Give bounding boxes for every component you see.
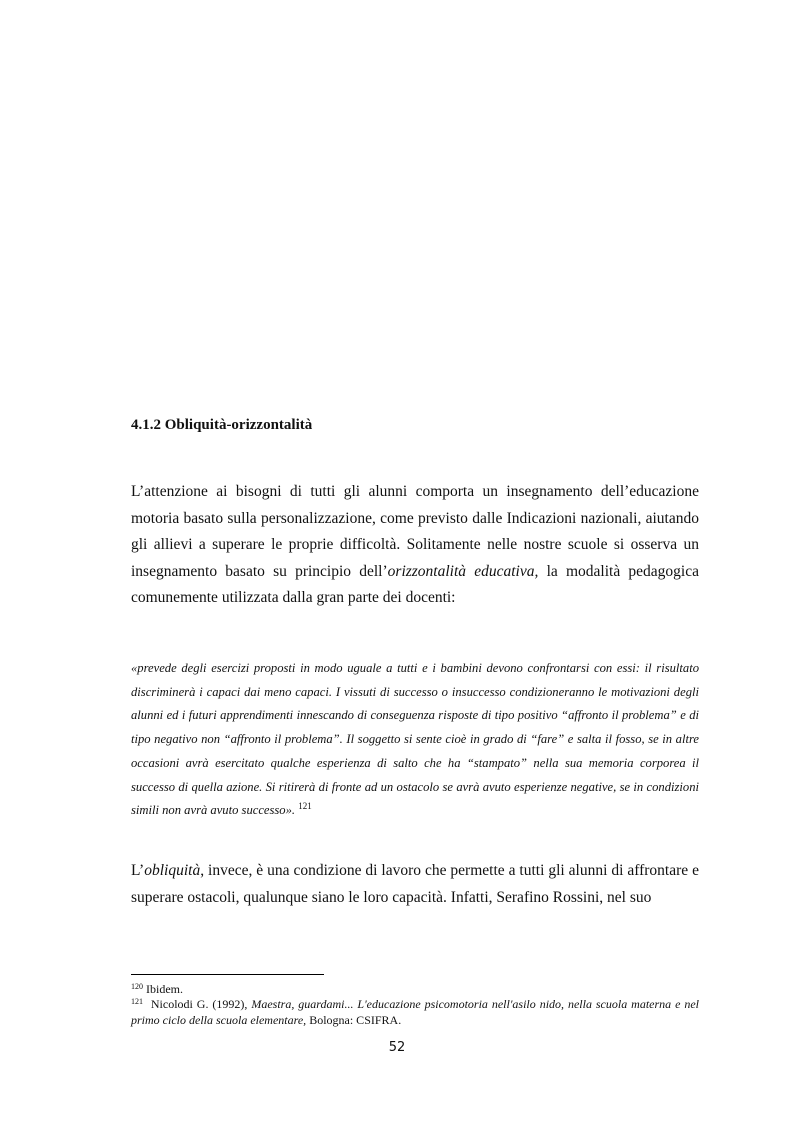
footnote-text: Bologna: CSIFRA. (306, 1012, 402, 1027)
body-paragraph-horizontality (131, 479, 699, 612)
body-paragraph-obliquity (131, 858, 699, 911)
quote-text: «prevede degli esercizi proposti in modo uguale a tutti e i bambini devono confrontarsi con essi: il risultato discriminerà i capaci dai meno capaci. I vissuti di successo o insuccesso condizioneranno le motivazioni degli alunni ed i futuri apprendimenti innescando di conseguenza risposte di tipo positivo “affronto il problema” e di tipo negativo non “affronto il problema”. Il soggetto si sente cioè in grado di “fare” e salta il fosso, se in altre occasioni avrà esercitato qualche esperienza di salto che ha “stampato” nella sua memoria corporea il successo di quella azione. Si ritirerà di fronte ad un ostacolo se avrà avuto esperienze negative, se in condizioni simili non avrà avuto successo». (131, 661, 699, 818)
page-number: 52 (388, 1040, 406, 1055)
footnote-text: Nicolodi G. (1992), (150, 997, 252, 1011)
footnote-book-title: Maestra, guardami... L'educazione psicomotoria nell'asilo nido, nella scuola materna e nel primo ciclo della scuola elementare, (131, 997, 700, 1027)
footnote-separator (131, 974, 324, 975)
block-quote (131, 657, 699, 823)
paragraph-text: , invece, è una condizione di lavoro che permette a tutti gli alunni di affrontare e superare ostacoli, qualunque siano le loro capacità. Infatti, Serafino Rossini, nel suo (131, 862, 699, 906)
paragraph-text: L’ (131, 862, 145, 879)
paragraph-text: L’attenzione ai bisogni di tutti gli alunni comporta un insegnamento dell’educazione motoria basato sulla personalizzazione, come previsto dalle Indicazioni nazionali, aiutando gli allievi a superare le proprie difficoltà. Solitamente nelle nostre scuole si osserva un insegnamento basato su principio dell’ (131, 483, 699, 580)
section-heading: 4.1.2 Obliquità-orizzontalità (131, 417, 313, 433)
footnote-number: 120 (131, 982, 143, 991)
footnote (131, 997, 699, 1028)
footnote-number: 121 (131, 997, 143, 1006)
emphasis-text: orizzontalità educativa, (387, 562, 539, 580)
footnote (131, 982, 699, 998)
footnote-text: Ibidem. (146, 982, 183, 996)
emphasis-text: obliquità (144, 862, 201, 879)
paragraph-text: la modalità pedagogica comunemente utilizzata dalla gran parte dei docenti: (131, 562, 699, 606)
footnote-reference[interactable]: 121 (298, 801, 312, 812)
